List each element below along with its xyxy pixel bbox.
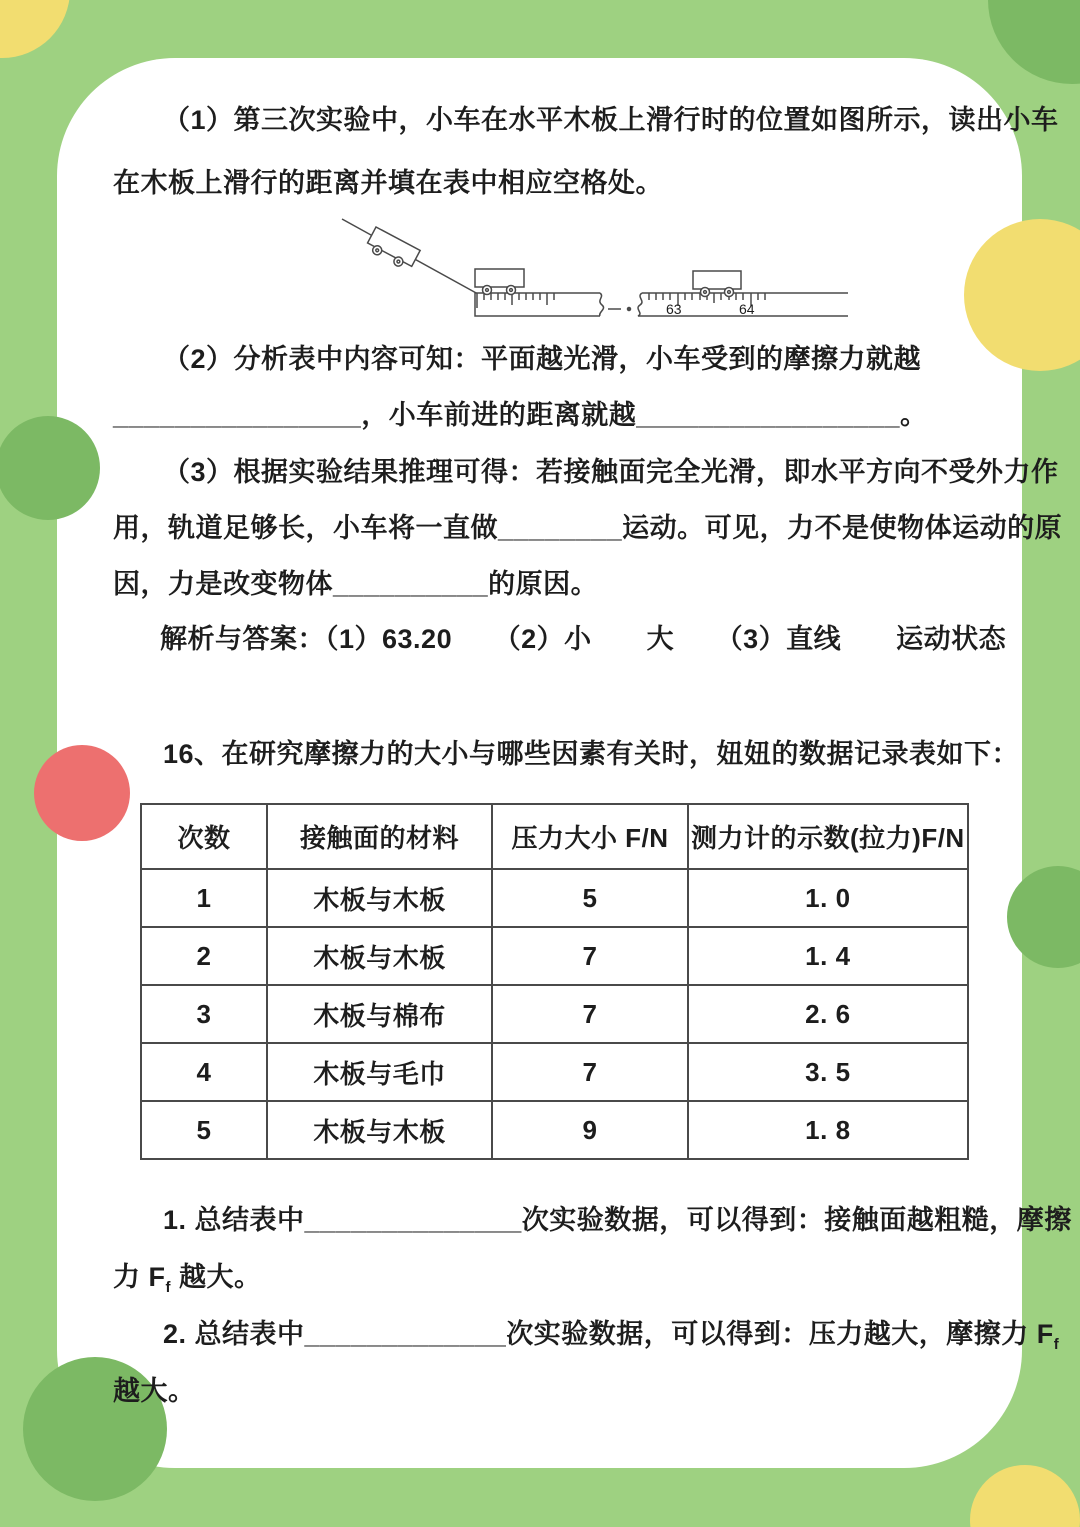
part1-text-line2: 在木板上滑行的距离并填在表中相应空格处。	[113, 168, 663, 198]
ruler-label-63: 63	[666, 301, 682, 317]
table-row	[141, 1043, 968, 1101]
ruler-break-mark	[608, 308, 631, 311]
friction-data-table	[140, 803, 969, 1160]
table-row	[141, 985, 968, 1043]
cell-material: 木板与木板	[267, 869, 492, 927]
cell-material: 木板与木板	[267, 1101, 492, 1159]
cell-pressure: 9	[492, 1101, 688, 1159]
cell-pressure: 7	[492, 985, 688, 1043]
cell-trial: 4	[141, 1043, 267, 1101]
cell-force: 1. 4	[688, 927, 968, 985]
friction-subscript: f	[165, 1279, 171, 1296]
decor-circle-green-left	[0, 416, 100, 520]
ruler-left-segment	[475, 293, 604, 316]
part2-text-line2: ________________，小车前进的距离就越_________________。	[113, 400, 928, 430]
experiment-diagram	[330, 213, 850, 331]
cell-pressure: 7	[492, 927, 688, 985]
cell-trial: 5	[141, 1101, 267, 1159]
table-row	[141, 869, 968, 927]
part3-text-line2: 用，轨道足够长，小车将一直做________运动。可见，力不是使物体运动的原	[113, 513, 1063, 543]
subquestion2-line1-prefix: 2. 总结表中_____________次实验数据，可以得到：压力越大，摩擦力 F	[163, 1319, 1054, 1349]
decor-circle-red-left	[34, 745, 130, 841]
cell-pressure: 7	[492, 1043, 688, 1101]
cell-force: 3. 5	[688, 1043, 968, 1101]
question16-intro: 16、在研究摩擦力的大小与哪些因素有关时，妞妞的数据记录表如下：	[163, 739, 1020, 769]
subquestion1-line2-suffix: 越大。	[171, 1262, 262, 1292]
cell-trial: 1	[141, 869, 267, 927]
table-header-row	[141, 804, 968, 869]
header-cell-pressure: 压力大小 F/N	[492, 804, 688, 869]
cart-on-incline	[364, 227, 420, 272]
part2-text-line1: （2）分析表中内容可知：平面越光滑，小车受到的摩擦力就越	[163, 344, 922, 374]
cell-material: 木板与毛巾	[267, 1043, 492, 1101]
decor-circle-yellow-top-left	[0, 0, 70, 58]
subquestion1-line2-prefix: 力 F	[113, 1262, 166, 1292]
cell-trial: 2	[141, 927, 267, 985]
answer-label: 解析与答案：	[160, 624, 325, 654]
cell-force: 1. 8	[688, 1101, 968, 1159]
cell-force: 1. 0	[688, 869, 968, 927]
answer-text: （1）63.20 （2）小 大 （3）直线 运动状态	[325, 624, 1007, 654]
part3-text-line1: （3）根据实验结果推理可得：若接触面完全光滑，即水平方向不受外力作	[163, 457, 1059, 487]
subquestion1-line1: 1. 总结表中______________次实验数据，可以得到：接触面越粗糙，摩擦	[163, 1205, 1072, 1235]
subquestion1-line2	[113, 1260, 262, 1305]
header-cell-trial: 次数	[141, 804, 267, 869]
decor-circle-yellow-bottom-right	[970, 1465, 1080, 1527]
part1-text-line1: （1）第三次实验中，小车在水平木板上滑行时的位置如图所示，读出小车	[163, 105, 1059, 135]
table-row	[141, 927, 968, 985]
ruler-right-segment	[638, 293, 848, 317]
header-cell-force: 测力计的示数(拉力)F/N	[688, 804, 968, 869]
part3-text-line3: 因，力是改变物体__________的原因。	[113, 569, 599, 599]
subquestion2-line2: 越大。	[113, 1376, 196, 1406]
cell-trial: 3	[141, 985, 267, 1043]
cell-material: 木板与棉布	[267, 985, 492, 1043]
table-row	[141, 1101, 968, 1159]
ruler-label-64: 64	[739, 301, 755, 317]
header-cell-material: 接触面的材料	[267, 804, 492, 869]
decor-circle-green-top-right	[988, 0, 1080, 84]
subquestion2-line1	[163, 1317, 1059, 1362]
answer-line	[160, 622, 1006, 656]
cart-at-ruler-start	[475, 269, 524, 295]
cell-force: 2. 6	[688, 985, 968, 1043]
cell-pressure: 5	[492, 869, 688, 927]
friction-subscript: f	[1053, 1336, 1060, 1353]
cell-material: 木板与木板	[267, 927, 492, 985]
